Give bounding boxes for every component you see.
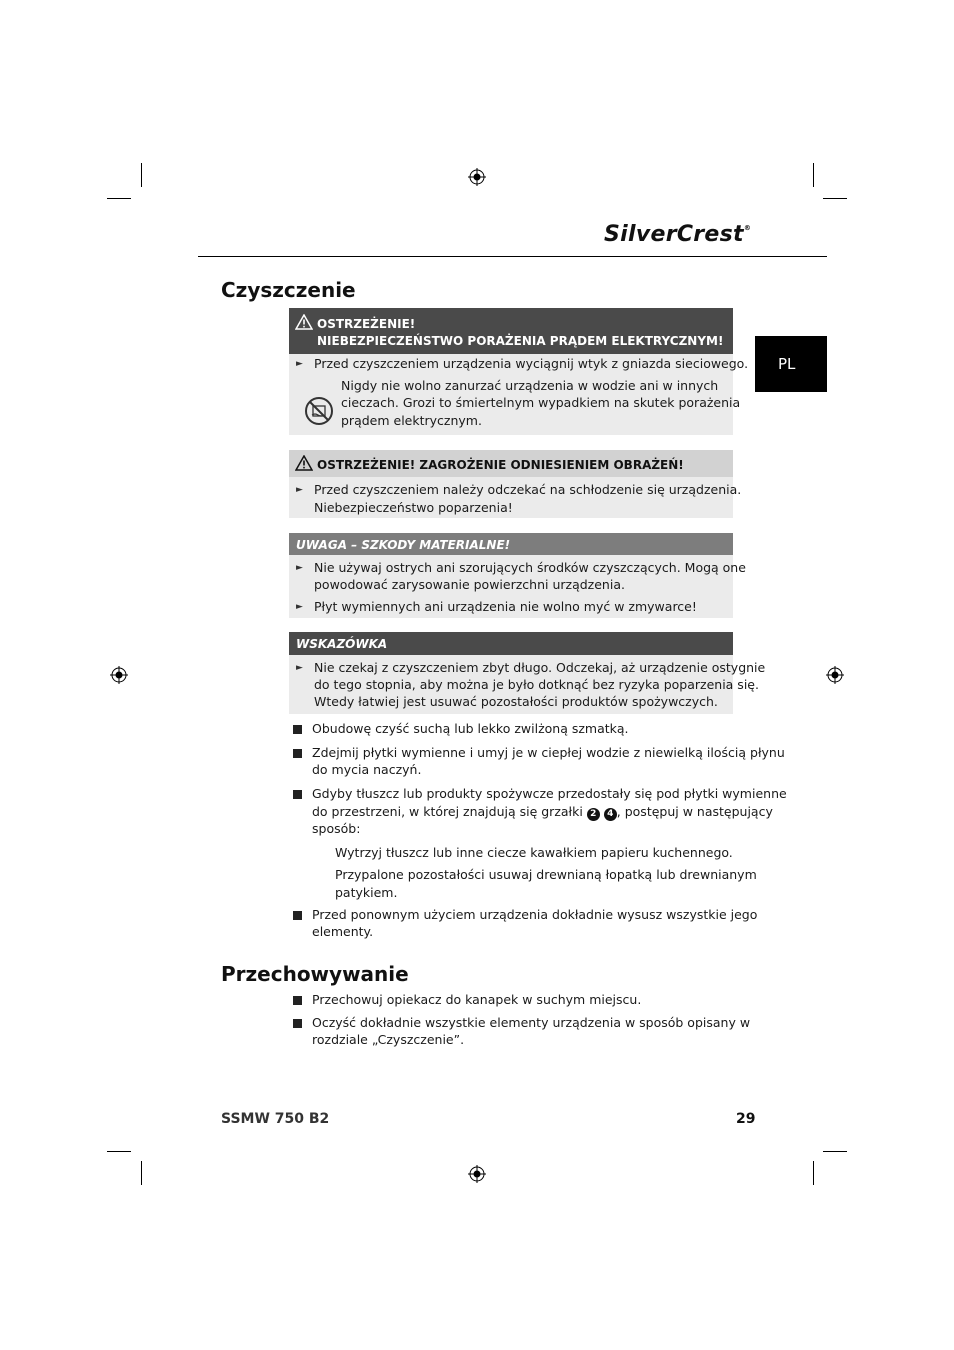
registration-mark-icon [468, 1165, 486, 1183]
square-bullet-icon [293, 911, 302, 920]
crop-mark [107, 1151, 131, 1152]
step-text: Obudowę czyść suchą lub lekko zwilżoną szmatką. [312, 721, 629, 736]
crop-mark [813, 163, 814, 187]
warning-box-injury [289, 450, 742, 518]
crop-mark [823, 1151, 847, 1152]
note-text-line: prądem elektrycznym. [341, 413, 482, 428]
step-text: Oczyść dokładnie wszystkie elementy urządzenia w sposób opisany w [312, 1015, 751, 1030]
crop-mark [823, 198, 847, 199]
step-text: Przed ponownym użyciem urządzenia dokładnie wysusz wszystkie jego [312, 907, 758, 922]
warning-triangle-icon [295, 455, 313, 471]
warning-content [289, 354, 749, 435]
hint-header: WSKAZÓWKA [289, 632, 733, 655]
step-text: Zdejmij płytki wymienne i umyj je w ciepłej wodzie z niewielką ilością płynu [312, 745, 785, 760]
sub-step-text: patykiem. [335, 885, 398, 900]
note-text-line: cieczach. Grozi to śmiertelnym wypadkiem na skutek porażenia [341, 395, 741, 410]
crop-mark [107, 198, 131, 199]
hint-content: ► Nie czekaj z czyszczeniem zbyt długo. Odczekaj, aż urządzenie ostygnie do tego stopnia, aby można je było dotknąć bez ryzyka poparzenia się. Wtedy łatwiej jest usuwać pozostałości produktów spożywczych. [289, 655, 733, 714]
step-text: do mycia naczyń. [312, 762, 422, 777]
caution-header: UWAGA – SZKODY MATERIALNE! [289, 533, 733, 555]
square-bullet-icon [293, 790, 302, 799]
no-water-immersion-icon [304, 396, 334, 426]
square-bullet-icon [293, 749, 302, 758]
warning-box-electric [289, 308, 749, 435]
caution-box-material [289, 533, 746, 618]
square-bullet-icon [293, 1019, 302, 1028]
step-text: elementy. [312, 924, 374, 939]
step-text: Gdyby tłuszcz lub produkty spożywcze przedostały się pod płytki wymienne [312, 786, 787, 801]
hint-box [289, 632, 766, 714]
footer-model: SSMW 750 B2 [221, 1111, 330, 1127]
registration-mark-icon [468, 168, 486, 186]
brand-logo: SilverCrest® [604, 222, 752, 247]
instruction-text: Przed czyszczeniem urządzenia wyciągnij wtyk z gniazda sieciowego. [314, 356, 749, 371]
language-tab: PL [755, 336, 827, 392]
header-rule [198, 256, 827, 257]
heating-element-ref-2: 2 [587, 808, 600, 821]
section-title-cleaning: Czyszczenie [221, 278, 356, 302]
arrow-bullet-icon: ► [296, 663, 303, 673]
arrow-bullet-icon: ► [296, 563, 303, 573]
warning-header: OSTRZEŻENIE! ZAGROŻENIE ODNIESIENIEM OBRAŻEŃ! [289, 450, 733, 477]
square-bullet-icon [293, 996, 302, 1005]
crop-mark [141, 1161, 142, 1185]
section-title-storage: Przechowywanie [221, 962, 409, 986]
note-text-line: Nigdy nie wolno zanurzać urządzenia w wodzie ani w innych [341, 378, 719, 393]
registration-mark-icon [110, 666, 128, 684]
caution-content: ► Nie używaj ostrych ani szorujących środków czyszczących. Mogą one powodować zarysowanie powierzchni urządzenia. ► Płyt wymiennych ani urządzenia nie wolno myć w zmywarce! [289, 555, 733, 618]
step-text: sposób: [312, 821, 361, 836]
warning-content: ► Przed czyszczeniem należy odczekać na schłodzenie się urządzenia. Niebezpieczeństwo poparzenia! [289, 477, 733, 518]
sub-step-text: Przypalone pozostałości usuwaj drewnianą łopatką lub drewnianym [335, 867, 757, 882]
arrow-bullet-icon: ► [296, 485, 303, 495]
arrow-bullet-icon: ► [296, 602, 303, 612]
step-text: rozdziale „Czyszczenie”. [312, 1032, 465, 1047]
step-text: do przestrzeni, w której znajdują się grzałki 2 4 , postępuj w następujący [312, 804, 773, 819]
heating-element-ref-4: 4 [604, 808, 617, 821]
step-text: Przechowuj opiekacz do kanapek w suchym miejscu. [312, 992, 642, 1007]
page-number: 29 [736, 1111, 756, 1127]
square-bullet-icon [293, 725, 302, 734]
crop-mark [813, 1161, 814, 1185]
arrow-bullet-icon: ► [296, 359, 303, 369]
warning-header: OSTRZEŻENIE! NIEBEZPIECZEŃSTWO PORAŻENIA PRĄDEM ELEKTRYCZNYM! [289, 308, 733, 354]
registration-mark-icon [826, 666, 844, 684]
sub-step-text: Wytrzyj tłuszcz lub inne ciecze kawałkiem papieru kuchennego. [335, 845, 733, 860]
warning-triangle-icon [295, 314, 313, 330]
crop-mark [141, 163, 142, 187]
